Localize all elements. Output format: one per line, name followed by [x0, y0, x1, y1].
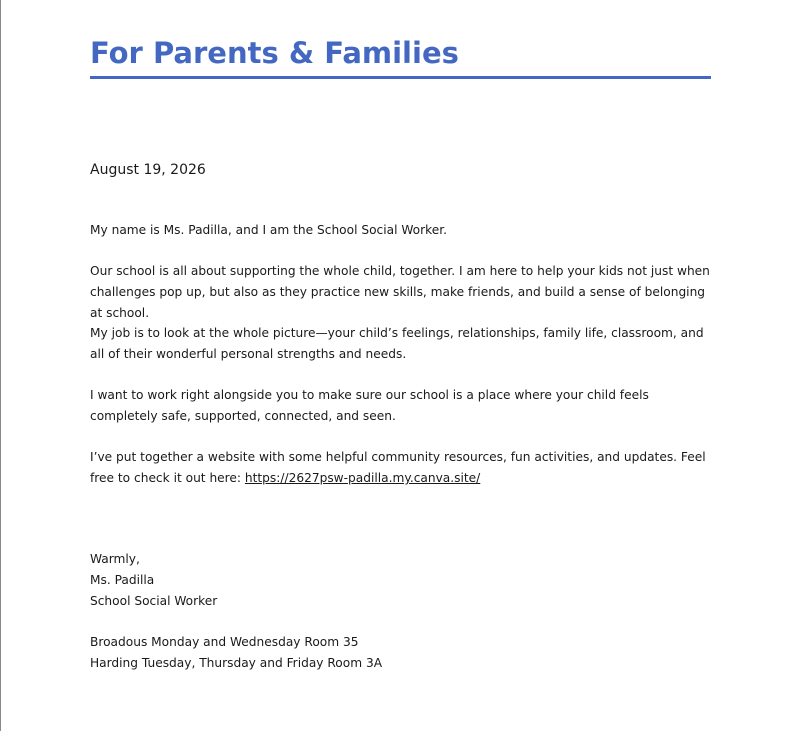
support-paragraph: Our school is all about supporting the whole child, together. I am here to help your kids not just when challenges pop up, but also as they practice new skills, make friends, and build a sense of belonging at school. [90, 264, 710, 320]
role-paragraph: My job is to look at the whole picture—your child’s feelings, relationships, family life, classroom, and all of their wonderful personal strengths and needs. [90, 326, 704, 361]
page-edge [0, 0, 1, 731]
signoff-block [90, 549, 217, 612]
page-title: For Parents & Families [90, 36, 459, 70]
partnership-paragraph: I want to work right alongside you to make sure our school is a place where your child feels completely safe, supported, connected, and seen. [90, 388, 649, 423]
schedule-block [90, 632, 382, 674]
letter-date: August 19, 2026 [90, 162, 206, 178]
title-underline-rule [90, 76, 711, 79]
schedule-line: Broadous Monday and Wednesday Room 35 [90, 635, 359, 649]
closing-text: Warmly, [90, 552, 140, 566]
signer-role: School Social Worker [90, 594, 218, 608]
intro-paragraph: My name is Ms. Padilla, and I am the School Social Worker. [90, 223, 448, 237]
website-link[interactable]: https://2627psw-padilla.my.canva.site/ [244, 471, 481, 485]
website-paragraph [90, 447, 715, 489]
signer-name: Ms. Padilla [90, 573, 155, 587]
website-paragraph-text: I’ve put together a website with some helpful community resources, fun activities, and updates. Feel free to check it out here: [90, 450, 706, 485]
schedule-line: Harding Tuesday, Thursday and Friday Room 3A [90, 656, 383, 670]
